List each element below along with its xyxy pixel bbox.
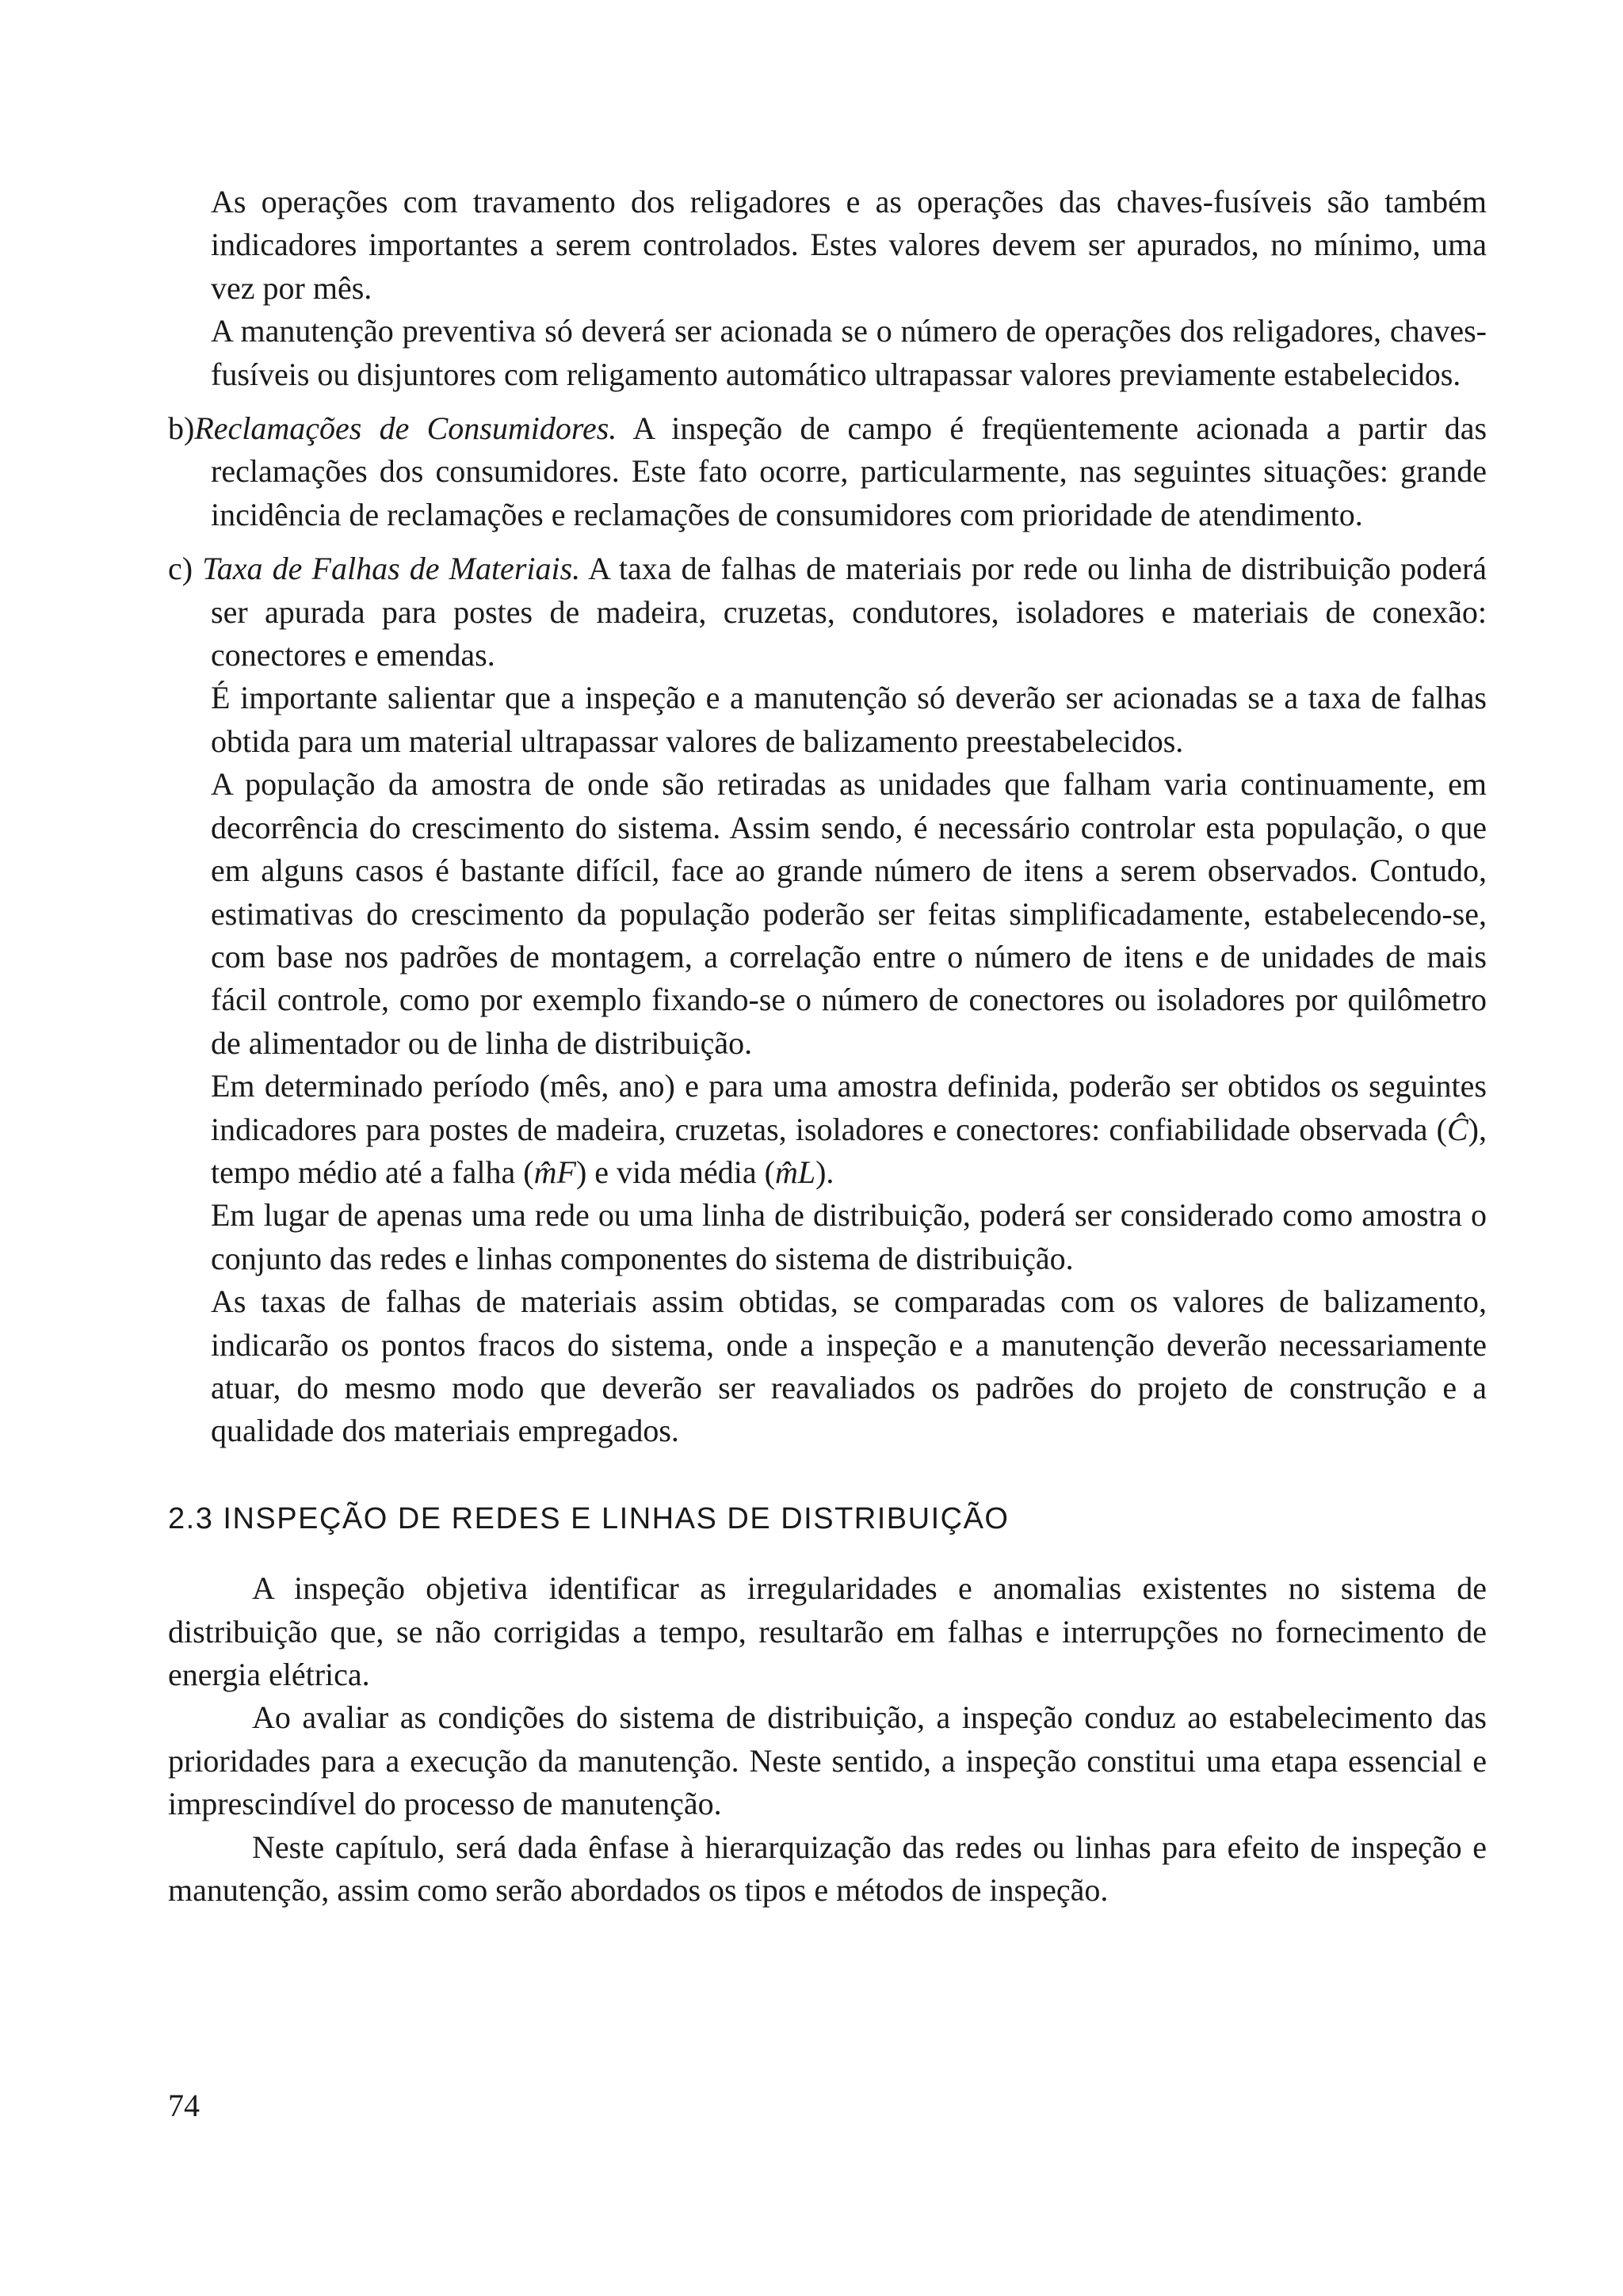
section-heading: 2.3 INSPEÇÃO DE REDES E LINHAS DE DISTRIBUIÇÃO [168,1501,1010,1535]
item-marker: c) [168,551,193,587]
symbol-mf-hat: m̂F [533,1154,576,1190]
item-text: A taxa de falhas de materiais por rede ou linha de distribuição poderá ser apurada para postes de madeira, cruzetas, condutores, isoladores e materiais de conexão: conectores e emendas. [211,551,1487,673]
paragraph: Em lugar de apenas uma rede ou uma linha de distribuição, poderá ser considerado como amostra o conjunto das redes e linhas componentes do sistema de distribuição. [211,1197,1487,1276]
paragraph: A manutenção preventiva só deverá ser acionada se o número de operações dos religadores, chaves-fusíveis ou disjuntores com religamento automático ultrapassar valores previamente estabelecidos. [211,313,1487,392]
paragraph: A população da amostra de onde são retiradas as unidades que falham varia continuamente, em decorrência do crescimento do sistema. Assim sendo, é necessário controlar esta população, o que em alguns casos é bastante difícil, face ao grande número de itens a serem observados. Contudo, estimativas do crescimento da população poderão ser feitas simplificadamente, estabelecendo-se, com base nos padrões de montagem, a correlação entre o número de itens e de unidades de mais fácil controle, como por exemplo fixando-se o número de conectores ou isoladores por quilômetro de alimentador ou de linha de distribuição. [211,766,1487,1061]
page-number: 74 [168,2088,200,2123]
item-title: Taxa de Falhas de Materiais. [202,551,581,587]
list-item-b [168,407,1487,536]
paragraph: A inspeção objetiva identificar as irregularidades e anomalias existentes no sistema de distribuição que, se não corrigidas a tempo, resultarão em falhas e interrupções no fornecimento de energia elétrica. [168,1570,1487,1692]
paragraph: As taxas de falhas de materiais assim obtidas, se comparadas com os valores de balizamento, indicarão os pontos fracos do sistema, onde a inspeção e a manutenção deverão necessariamente atuar, do mesmo modo que deverão ser reavaliados os padrões do projeto de construção e a qualidade dos materiais empregados. [211,1283,1487,1449]
list-item-c [168,547,1487,677]
item-marker: b) [168,410,195,447]
paragraph: Ao avaliar as condições do sistema de distribuição, a inspeção conduz ao estabelecimento das prioridades para a execução da manutenção. Neste sentido, a inspeção constitui uma etapa essencial e imprescindível do processo de manutenção. [168,1699,1487,1822]
paragraph: É importante salientar que a inspeção e a manutenção só deverão ser acionadas se a taxa de falhas obtida para um material ultrapassar valores de balizamento preestabelecidos. [211,680,1487,759]
item-text: A inspeção de campo é freqüentemente acionada a partir das reclamações dos consumidores. Este fato ocorre, particularmente, nas seguintes situações: grande incidência de reclamações e reclamações de consumidores com prioridade de atendimento. [211,410,1487,532]
paragraph-indicators: Em determinado período (mês, ano) e para uma amostra definida, poderão ser obtidos os seguintes indicadores para postes de madeira, cruzetas, isoladores e conectores: confiabilidade observada (Ĉ), tempo médio até a falha (m̂F) e vida média (m̂L). [211,1068,1487,1190]
symbol-c-hat: Ĉ [1446,1111,1468,1147]
paragraph: As operações com travamento dos religadores e as operações das chaves-fusíveis são também indicadores importantes a serem controlados. Estes valores devem ser apurados, no mínimo, uma vez por mês. [211,184,1487,306]
item-title: Reclamações de Consumidores. [194,410,617,447]
body-text [168,181,1487,1912]
paragraph: Neste capítulo, será dada ênfase à hierarquização das redes ou linhas para efeito de inspeção e manutenção, assim como serão abordados os tipos e métodos de inspeção. [168,1829,1487,1909]
symbol-ml-hat: m̂L [774,1154,816,1190]
